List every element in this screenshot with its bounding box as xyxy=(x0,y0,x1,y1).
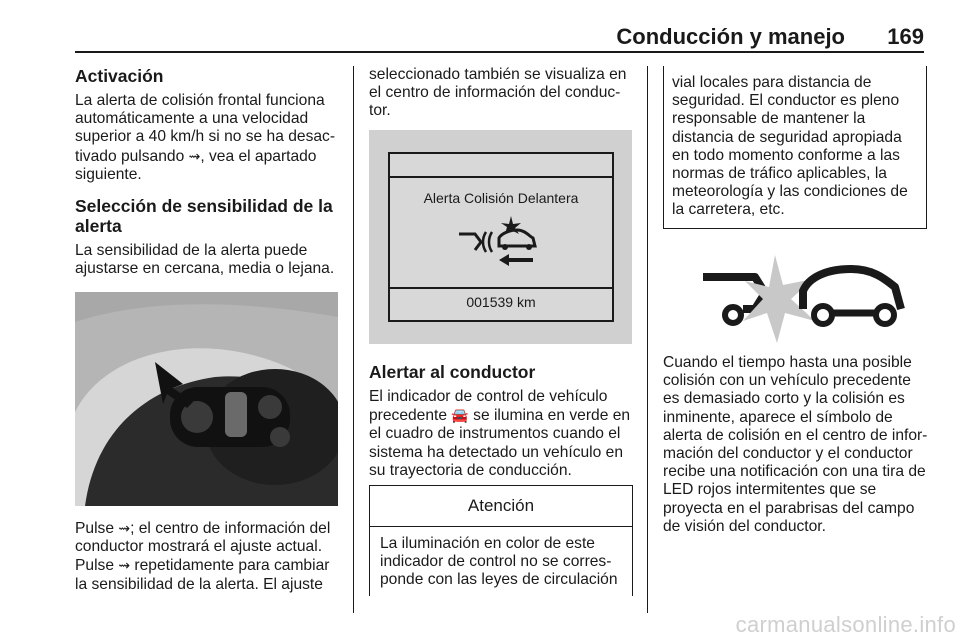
paragraph-press-text-b: ; el centro de información del conductor mostrará el ajuste actual. Pulse xyxy=(75,520,331,575)
paragraph-alert-text-a: El indicador de control de vehículo precedente xyxy=(369,388,608,425)
header-divider xyxy=(75,51,924,53)
paragraph-continued: seleccionado también se visualiza en el centro de información del conduc-tor. xyxy=(369,66,627,120)
driver-info-display-illustration xyxy=(369,130,632,344)
heading-alert-driver: Alertar al conductor xyxy=(369,362,536,382)
notice-body xyxy=(370,527,632,590)
paragraph-press-text-c: repetidamente para cambiar la sensibilidad de la alerta. El ajuste xyxy=(75,557,330,593)
heading-activation: Activación xyxy=(75,66,164,86)
page-number: 169 xyxy=(887,24,924,49)
paragraph-activation-text-a: La alerta de colisión frontal funciona automáticamente a una velocidad superior a 40 km/h si no se ha desac-tivado pulsando xyxy=(75,92,336,165)
notice-box xyxy=(369,485,633,596)
collision-warning-illustration xyxy=(663,247,926,345)
page-section-title: Conducción y manejo xyxy=(616,24,845,49)
notice-box-continued xyxy=(663,66,927,229)
paragraph-alert-text-b: se ilumina en verde en el cuadro de instrumentos cuando el sistema ha detectado un vehículo en su trayectoria de conducción. xyxy=(369,407,631,479)
fca-button-icon-2: ⇝ xyxy=(118,520,131,536)
paragraph-activation-text-b: , vea el apartado siguiente. xyxy=(75,147,317,183)
steering-wheel-photo xyxy=(75,292,338,506)
paragraph-collision: Cuando el tiempo hasta una posible colisión con un vehículo precedente es demasiado corto y la colisión es inminente, aparece el símbolo de alerta de colisión en el centro de infor-mación del conductor y el conductor recibe una notificación con una tira de LED rojos intermitentes que se proyecta en el parabrisas del campo de visión del conductor. xyxy=(663,354,928,535)
column-divider-2 xyxy=(647,66,648,613)
fca-button-icon: ⇝ xyxy=(188,147,201,164)
column-2 xyxy=(369,66,634,121)
paragraph-activation xyxy=(75,92,340,184)
display-odometer: 001539 km xyxy=(466,294,536,310)
paragraph-sensitivity: La sensibilidad de la alerta puede ajustarse en cercana, media o lejana. xyxy=(75,242,335,278)
paragraph-press-text-a: Pulse xyxy=(75,520,119,537)
column-2-alert-section xyxy=(369,362,634,480)
display-top-line xyxy=(390,176,612,178)
collision-alert-icon xyxy=(453,216,553,268)
notice-text-continued: vial locales para distancia de seguridad. El conductor es pleno responsable de mantener la distancia de seguridad apropiada en todo momento conforme a las normas de tráfico aplicables, la meteorología y las condiciones de la carretera, etc. xyxy=(672,74,908,219)
vehicle-ahead-icon: 🚘 xyxy=(451,407,469,424)
display-title: Alerta Colisión Delantera xyxy=(423,190,579,206)
column-3-bottom xyxy=(663,354,928,536)
fca-button-icon-3: ⇝ xyxy=(118,557,131,574)
column-1 xyxy=(75,66,340,278)
column-1-bottom xyxy=(75,519,343,594)
heading-sensitivity: Selección de sensibilidad de la alerta xyxy=(75,196,333,237)
notice-text: La iluminación en color de este indicador de control no se corres-ponde con las leyes de circulación xyxy=(380,535,618,589)
display-bottom-line xyxy=(390,287,612,289)
paragraph-press xyxy=(75,519,343,594)
paragraph-alert xyxy=(369,388,634,480)
column-divider-1 xyxy=(353,66,354,613)
notice-title: Atención xyxy=(370,486,632,527)
watermark: carmanualsonline.info xyxy=(735,612,956,637)
